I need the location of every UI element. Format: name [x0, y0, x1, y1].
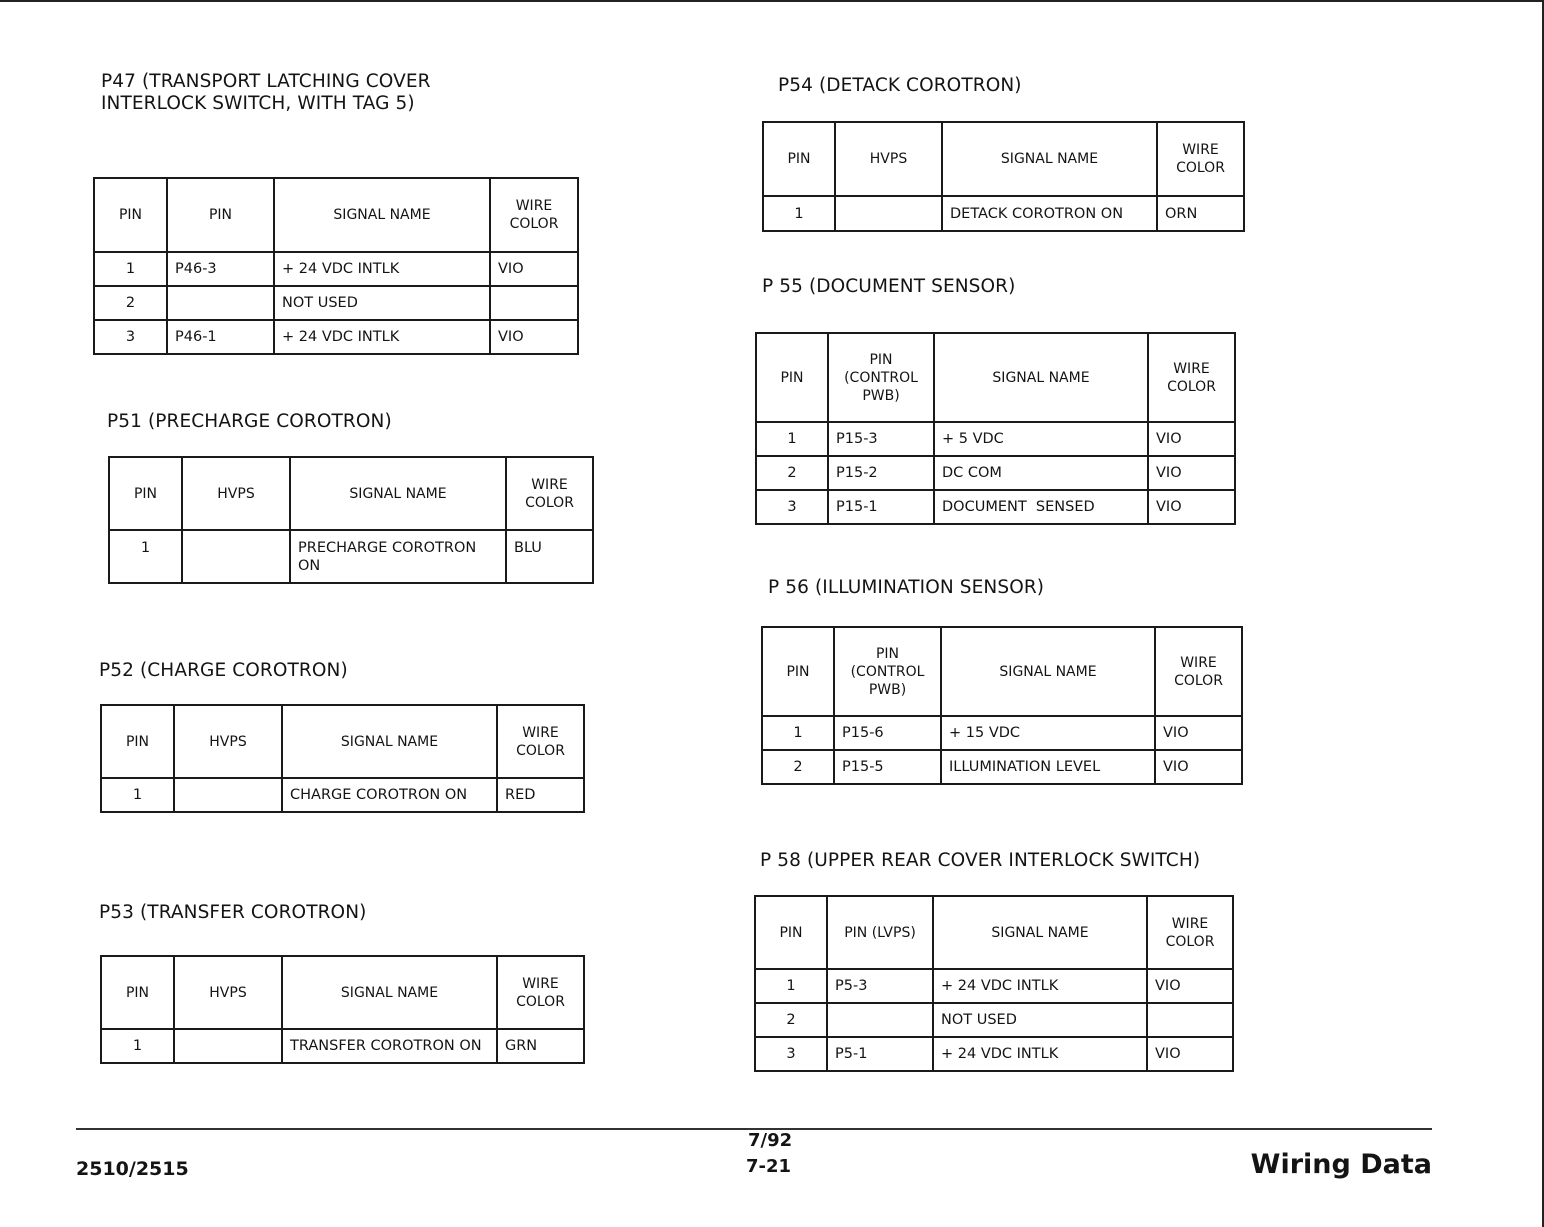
table-row	[109, 530, 593, 583]
table-row	[755, 969, 1233, 1003]
table-row	[755, 1003, 1233, 1037]
wire-color-cell: VIO	[490, 252, 578, 286]
pin-cell: 3	[755, 1037, 827, 1071]
header-pin-control-pwb: PIN (CONTROL PWB)	[828, 333, 934, 422]
wire-color-cell: GRN	[497, 1029, 584, 1063]
wire-color-cell	[490, 286, 578, 320]
pin-cell: 1	[94, 252, 167, 286]
p47-title-line1: P47 (TRANSPORT LATCHING COVER	[101, 71, 431, 92]
pin-ref-cell: P15-6	[834, 716, 941, 750]
header-hvps: HVPS	[174, 705, 282, 778]
signal-name-cell: DC COM	[934, 456, 1148, 490]
p58-connector-table	[754, 895, 1234, 1072]
header-pin: PIN	[109, 457, 182, 530]
pin-cell: 2	[756, 456, 828, 490]
header-wire-color: WIRE COLOR	[506, 457, 593, 530]
pin-cell: 1	[763, 196, 835, 231]
signal-name-cell: + 24 VDC INTLK	[274, 252, 490, 286]
wire-color-cell: VIO	[1148, 422, 1235, 456]
header-pin: PIN	[763, 122, 835, 196]
hvps-cell	[174, 1029, 282, 1063]
header-signal-name: SIGNAL NAME	[941, 627, 1155, 716]
pin-cell: 3	[756, 490, 828, 524]
header-pin: PIN	[756, 333, 828, 422]
header-wire-color: WIRE COLOR	[1157, 122, 1244, 196]
p51-connector-table	[108, 456, 594, 584]
p47-title	[101, 71, 431, 115]
wire-color-cell: VIO	[1147, 969, 1233, 1003]
signal-name-cell: ILLUMINATION LEVEL	[941, 750, 1155, 784]
p52-title: P52 (CHARGE COROTRON)	[99, 660, 348, 681]
header-wire-color: WIRE COLOR	[1147, 896, 1233, 969]
pin-ref-cell: P46-3	[167, 252, 274, 286]
p53-title: P53 (TRANSFER COROTRON)	[99, 902, 367, 923]
header-hvps: HVPS	[182, 457, 290, 530]
hvps-cell	[835, 196, 942, 231]
header-pin-lvps: PIN (LVPS)	[827, 896, 933, 969]
p53-connector-table	[100, 955, 585, 1064]
page-border-top	[0, 0, 1544, 2]
signal-name-cell: + 15 VDC	[941, 716, 1155, 750]
table-row	[763, 196, 1244, 231]
wire-color-cell: BLU	[506, 530, 593, 583]
header-signal-name: SIGNAL NAME	[274, 178, 490, 252]
header-signal-name: SIGNAL NAME	[290, 457, 506, 530]
p51-title: P51 (PRECHARGE COROTRON)	[107, 411, 392, 432]
header-pin: PIN	[101, 705, 174, 778]
header-signal-name: SIGNAL NAME	[942, 122, 1157, 196]
header-wire-color: WIRE COLOR	[497, 705, 584, 778]
header-wire-color: WIRE COLOR	[1148, 333, 1235, 422]
table-row	[762, 716, 1242, 750]
header-signal-name: SIGNAL NAME	[933, 896, 1147, 969]
wire-color-cell	[1147, 1003, 1233, 1037]
pin-ref-cell: P5-3	[827, 969, 933, 1003]
pin-cell: 2	[755, 1003, 827, 1037]
header-pin: PIN	[755, 896, 827, 969]
header-signal-name: SIGNAL NAME	[282, 956, 497, 1029]
header-signal-name: SIGNAL NAME	[282, 705, 497, 778]
table-row	[756, 422, 1235, 456]
wire-color-cell: VIO	[1148, 456, 1235, 490]
header-hvps: HVPS	[835, 122, 942, 196]
table-row	[94, 286, 578, 320]
footer-section-title: Wiring Data	[1250, 1149, 1432, 1180]
wire-color-cell: VIO	[1155, 716, 1242, 750]
header-pin: PIN	[101, 956, 174, 1029]
table-row	[101, 778, 584, 812]
header-wire-color: WIRE COLOR	[1155, 627, 1242, 716]
signal-name-cell: PRECHARGE COROTRON ON	[290, 530, 506, 583]
signal-name-cell: CHARGE COROTRON ON	[282, 778, 497, 812]
pin-ref-cell	[827, 1003, 933, 1037]
header-signal-name: SIGNAL NAME	[934, 333, 1148, 422]
pin-ref-cell: P15-2	[828, 456, 934, 490]
pin-cell: 3	[94, 320, 167, 354]
table-row	[756, 456, 1235, 490]
header-hvps: HVPS	[174, 956, 282, 1029]
wire-color-cell: ORN	[1157, 196, 1244, 231]
pin-cell: 1	[755, 969, 827, 1003]
wire-color-cell: VIO	[1155, 750, 1242, 784]
footer-model: 2510/2515	[76, 1158, 189, 1180]
p56-connector-table	[761, 626, 1243, 785]
signal-name-cell: NOT USED	[933, 1003, 1147, 1037]
signal-name-cell: DOCUMENT SENSED	[934, 490, 1148, 524]
signal-name-cell: + 24 VDC INTLK	[274, 320, 490, 354]
signal-name-cell: + 24 VDC INTLK	[933, 1037, 1147, 1071]
pin-cell: 1	[762, 716, 834, 750]
table-row	[756, 490, 1235, 524]
pin-ref-cell	[167, 286, 274, 320]
pin-ref-cell: P15-3	[828, 422, 934, 456]
header-pin: PIN	[94, 178, 167, 252]
footer-date: 7/92	[748, 1130, 793, 1151]
p58-title: P 58 (UPPER REAR COVER INTERLOCK SWITCH)	[760, 850, 1201, 871]
table-row	[94, 320, 578, 354]
wire-color-cell: VIO	[1147, 1037, 1233, 1071]
hvps-cell	[174, 778, 282, 812]
pin-cell: 1	[101, 1029, 174, 1063]
p54-connector-table	[762, 121, 1245, 232]
p56-title: P 56 (ILLUMINATION SENSOR)	[768, 577, 1045, 598]
signal-name-cell: TRANSFER COROTRON ON	[282, 1029, 497, 1063]
header-pin-2: PIN	[167, 178, 274, 252]
pin-cell: 2	[94, 286, 167, 320]
pin-cell: 1	[756, 422, 828, 456]
table-row	[94, 252, 578, 286]
header-pin-control-pwb: PIN (CONTROL PWB)	[834, 627, 941, 716]
p47-connector-table	[93, 177, 579, 355]
pin-ref-cell: P46-1	[167, 320, 274, 354]
hvps-cell	[182, 530, 290, 583]
table-row	[762, 750, 1242, 784]
p52-connector-table	[100, 704, 585, 813]
header-wire-color: WIRE COLOR	[497, 956, 584, 1029]
signal-name-cell: NOT USED	[274, 286, 490, 320]
wire-color-cell: VIO	[490, 320, 578, 354]
pin-ref-cell: P15-1	[828, 490, 934, 524]
header-wire-color: WIRE COLOR	[490, 178, 578, 252]
table-row	[101, 1029, 584, 1063]
header-pin: PIN	[762, 627, 834, 716]
wire-color-cell: VIO	[1148, 490, 1235, 524]
footer-page-number: 7-21	[746, 1156, 792, 1177]
signal-name-cell: + 5 VDC	[934, 422, 1148, 456]
wire-color-cell: RED	[497, 778, 584, 812]
p54-title: P54 (DETACK COROTRON)	[778, 75, 1022, 96]
pin-cell: 2	[762, 750, 834, 784]
table-row	[755, 1037, 1233, 1071]
p55-title: P 55 (DOCUMENT SENSOR)	[762, 276, 1016, 297]
pin-cell: 1	[101, 778, 174, 812]
signal-name-cell: DETACK COROTRON ON	[942, 196, 1157, 231]
pin-ref-cell: P15-5	[834, 750, 941, 784]
pin-cell: 1	[109, 530, 182, 583]
p55-connector-table	[755, 332, 1236, 525]
signal-name-cell: + 24 VDC INTLK	[933, 969, 1147, 1003]
p47-title-line2: INTERLOCK SWITCH, WITH TAG 5)	[101, 93, 415, 114]
pin-ref-cell: P5-1	[827, 1037, 933, 1071]
